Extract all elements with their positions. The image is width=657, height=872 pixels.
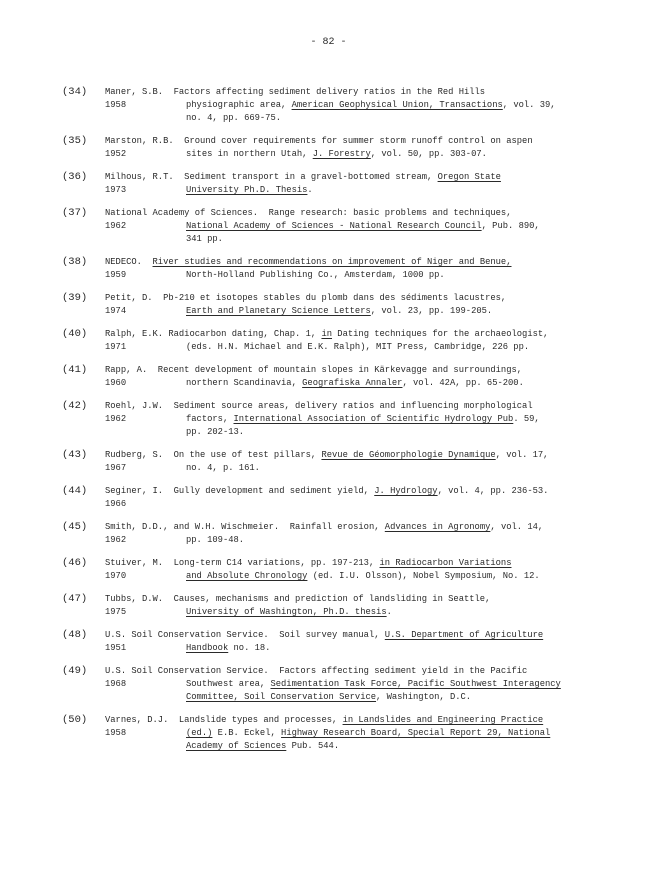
underlined-source-text: J. Hydrology: [374, 486, 438, 496]
reference-year: 1966: [105, 499, 127, 509]
reference-text: . 59,: [513, 414, 540, 424]
reference-text: U.S. Soil Conservation Service. Factors affecting sediment yield in the Pacific: [105, 666, 528, 676]
reference-line: [0, 557, 657, 570]
reference-year: 1958: [105, 100, 127, 110]
reference-text: no. 4, p. 161.: [186, 463, 260, 473]
reference-text: (ed. I.U. Olsson), Nobel Symposium, No. 12.: [307, 571, 540, 581]
reference-line: [0, 171, 657, 184]
underlined-source-text: Handbook: [186, 643, 229, 653]
reference-line: [0, 462, 657, 475]
reference-line: [0, 220, 657, 233]
reference-text: North-Holland Publishing Co., Amsterdam, 1000 pp.: [186, 270, 445, 280]
reference-line: [0, 341, 657, 354]
reference-text: Southwest area,: [186, 679, 271, 689]
reference-line: [0, 184, 657, 197]
reference-line: [0, 207, 657, 220]
reference-text: Seginer, I. Gully development and sediment yield,: [105, 486, 375, 496]
reference-year: 1971: [105, 342, 127, 352]
reference-entry: [0, 364, 657, 390]
reference-number: (46): [62, 557, 88, 569]
reference-text: U.S. Soil Conservation Service. Soil survey manual,: [105, 630, 385, 640]
underlined-source-text: J. Forestry: [312, 149, 371, 159]
reference-line: [0, 400, 657, 413]
reference-text: , vol. 42A, pp. 65-200.: [402, 378, 524, 388]
reference-text: NEDECO.: [105, 257, 153, 267]
reference-text: , vol. 50, pp. 303-07.: [370, 149, 487, 159]
reference-text: .: [307, 185, 313, 195]
reference-text: pp. 202-13.: [186, 427, 245, 437]
reference-text: , vol. 23, pp. 199-205.: [370, 306, 493, 316]
underlined-source-text: Earth and Planetary Science Letters: [186, 306, 371, 316]
reference-entry: [0, 400, 657, 439]
reference-entry: [0, 557, 657, 583]
reference-year: 1960: [105, 378, 127, 388]
reference-year: 1951: [105, 643, 127, 653]
reference-text: , Pub. 890,: [481, 221, 540, 231]
underlined-source-text: University of Washington, Ph.D. thesis: [186, 607, 387, 617]
underlined-source-text: in Landslides and Engineering Practice: [342, 715, 544, 725]
reference-line: [0, 305, 657, 318]
reference-number: (38): [62, 256, 88, 268]
reference-entry: [0, 86, 657, 125]
reference-line: [0, 534, 657, 547]
reference-text: sites in northern Utah,: [186, 149, 313, 159]
reference-line: [0, 256, 657, 269]
reference-entry: [0, 714, 657, 753]
reference-entry: [0, 207, 657, 246]
reference-text: Roehl, J.W. Sediment source areas, delivery ratios and influencing morphological: [105, 401, 533, 411]
reference-entry: [0, 328, 657, 354]
underlined-source-text: Advances in Agronomy: [384, 522, 491, 532]
underlined-source-text: Revue de Géomorphologie Dynamique: [321, 450, 496, 460]
underlined-source-text: U.S. Department of Agriculture: [384, 630, 544, 640]
reference-text: , vol. 39,: [502, 100, 556, 110]
reference-number: (50): [62, 714, 88, 726]
reference-text: , vol. 4, pp. 236-53.: [437, 486, 549, 496]
reference-year: 1959: [105, 270, 127, 280]
reference-text: .: [386, 607, 392, 617]
reference-list: [0, 86, 657, 763]
reference-line: [0, 449, 657, 462]
reference-entry: [0, 256, 657, 282]
reference-number: (41): [62, 364, 88, 376]
page-number: - 82 -: [310, 37, 347, 48]
reference-entry: [0, 665, 657, 704]
reference-entry: [0, 593, 657, 619]
reference-line: [0, 426, 657, 439]
reference-entry: [0, 449, 657, 475]
underlined-source-text: in: [321, 329, 333, 339]
reference-line: [0, 521, 657, 534]
underlined-source-text: University Ph.D. Thesis: [186, 185, 308, 195]
underlined-source-text: Highway Research Board, Special Report 29, National: [281, 728, 551, 738]
reference-text: northern Scandinavia,: [186, 378, 303, 388]
reference-year: 1952: [105, 149, 127, 159]
underlined-source-text: International Association of Scientific Hydrology Pub: [233, 414, 514, 424]
reference-text: 341 pp.: [186, 234, 223, 244]
reference-number: (42): [62, 400, 88, 412]
reference-entry: [0, 292, 657, 318]
underlined-source-text: River studies and recommendations on improvement of Niger and Benue,: [152, 257, 512, 267]
reference-line: [0, 485, 657, 498]
reference-number: (35): [62, 135, 88, 147]
reference-text: no. 4, pp. 669-75.: [186, 113, 282, 123]
reference-number: (39): [62, 292, 88, 304]
reference-text: (eds. H.N. Michael and E.K. Ralph), MIT Press, Cambridge, 226 pp.: [186, 342, 530, 352]
underlined-source-text: Sedimentation Task Force, Pacific Southwest Interagency: [270, 679, 561, 689]
reference-year: 1974: [105, 306, 127, 316]
underlined-source-text: Academy of Sciences: [186, 741, 287, 751]
reference-text: Smith, D.D., and W.H. Wischmeier. Rainfall erosion,: [105, 522, 385, 532]
reference-year: 1962: [105, 221, 127, 231]
reference-line: [0, 148, 657, 161]
reference-number: (40): [62, 328, 88, 340]
underlined-source-text: in Radiocarbon Variations: [379, 558, 512, 568]
reference-line: [0, 99, 657, 112]
reference-text: pp. 109-48.: [186, 535, 245, 545]
reference-line: [0, 740, 657, 753]
reference-line: [0, 112, 657, 125]
reference-number: (43): [62, 449, 88, 461]
reference-year: 1973: [105, 185, 127, 195]
reference-entry: [0, 629, 657, 655]
reference-number: (45): [62, 521, 88, 533]
reference-text: factors,: [186, 414, 234, 424]
reference-text: Marston, R.B. Ground cover requirements for summer storm runoff control on aspen: [105, 136, 533, 146]
underlined-source-text: National Academy of Sciences - National Research Council: [186, 221, 482, 231]
reference-line: [0, 413, 657, 426]
reference-line: [0, 135, 657, 148]
underlined-source-text: Oregon State: [437, 172, 501, 182]
reference-line: [0, 233, 657, 246]
reference-line: [0, 498, 657, 511]
reference-entry: [0, 521, 657, 547]
reference-number: (48): [62, 629, 88, 641]
reference-text: no. 18.: [228, 643, 271, 653]
reference-text: National Academy of Sciences. Range research: basic problems and techniques,: [105, 208, 512, 218]
reference-text: Stuiver, M. Long-term C14 variations, pp. 197-213,: [105, 558, 380, 568]
underlined-source-text: Committee, Soil Conservation Service: [186, 692, 377, 702]
reference-year: 1967: [105, 463, 127, 473]
reference-line: [0, 593, 657, 606]
reference-text: Dating techniques for the archaeologist,: [332, 329, 549, 339]
reference-line: [0, 691, 657, 704]
reference-line: [0, 665, 657, 678]
reference-text: Varnes, D.J. Landslide types and processes,: [105, 715, 343, 725]
reference-text: Maner, S.B. Factors affecting sediment delivery ratios in the Red Hills: [105, 87, 486, 97]
reference-number: (34): [62, 86, 88, 98]
reference-text: Rudberg, S. On the use of test pillars,: [105, 450, 322, 460]
reference-text: Milhous, R.T. Sediment transport in a gravel-bottomed stream,: [105, 172, 438, 182]
underlined-source-text: Geografiska Annaler: [302, 378, 403, 388]
reference-year: 1975: [105, 607, 127, 617]
underlined-source-text: American Geophysical Union, Transactions: [291, 100, 503, 110]
reference-text: Tubbs, D.W. Causes, mechanisms and prediction of landsliding in Seattle,: [105, 594, 491, 604]
reference-line: [0, 86, 657, 99]
reference-text: Petit, D. Pb-210 et isotopes stables du plomb dans des sédiments lacustres,: [105, 293, 507, 303]
reference-number: (44): [62, 485, 88, 497]
reference-line: [0, 678, 657, 691]
reference-line: [0, 269, 657, 282]
reference-text: Ralph, E.K. Radiocarbon dating, Chap. 1,: [105, 329, 322, 339]
reference-number: (47): [62, 593, 88, 605]
reference-year: 1968: [105, 679, 127, 689]
reference-line: [0, 629, 657, 642]
reference-line: [0, 570, 657, 583]
reference-line: [0, 727, 657, 740]
reference-year: 1962: [105, 535, 127, 545]
reference-line: [0, 328, 657, 341]
reference-year: 1958: [105, 728, 127, 738]
reference-text: Rapp, A. Recent development of mountain slopes in Kärkevagge and surroundings,: [105, 365, 523, 375]
reference-number: (49): [62, 665, 88, 677]
reference-text: Pub. 544.: [286, 741, 340, 751]
underlined-source-text: and Absolute Chronology: [186, 571, 308, 581]
reference-entry: [0, 171, 657, 197]
underlined-source-text: (ed.): [186, 728, 213, 738]
reference-line: [0, 606, 657, 619]
reference-line: [0, 714, 657, 727]
reference-year: 1962: [105, 414, 127, 424]
reference-text: E.B. Eckel,: [212, 728, 282, 738]
reference-line: [0, 642, 657, 655]
reference-line: [0, 377, 657, 390]
reference-text: , vol. 17,: [495, 450, 549, 460]
reference-text: , vol. 14,: [490, 522, 544, 532]
reference-number: (37): [62, 207, 88, 219]
reference-entry: [0, 135, 657, 161]
reference-text: physiographic area,: [186, 100, 292, 110]
reference-line: [0, 292, 657, 305]
reference-year: 1970: [105, 571, 127, 581]
reference-line: [0, 364, 657, 377]
reference-number: (36): [62, 171, 88, 183]
reference-entry: [0, 485, 657, 511]
reference-text: , Washington, D.C.: [376, 692, 472, 702]
